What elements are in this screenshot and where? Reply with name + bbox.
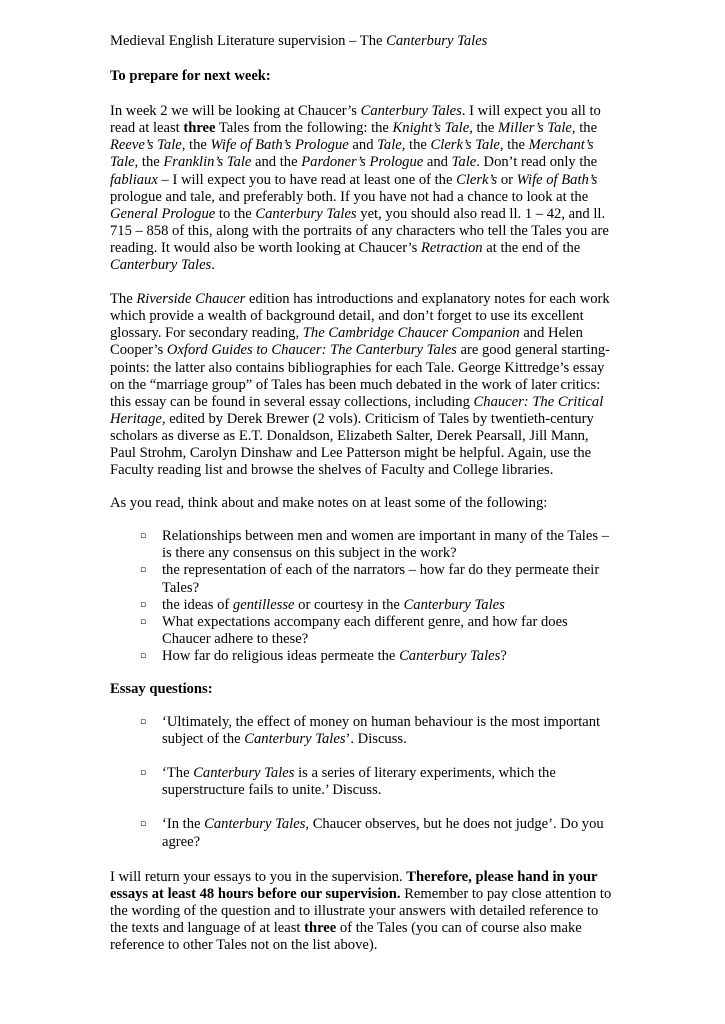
bullet-icon: ▫ <box>140 819 147 830</box>
notes-list <box>110 528 618 665</box>
prepare-heading: To prepare for next week: <box>110 68 271 85</box>
title-emphasis: Canterbury Tales <box>386 33 488 49</box>
list-item: ▫ ‘The Canterbury Tales is a series of literary experiments, which the superstructure fails to unite.’ Discuss. <box>140 765 556 799</box>
list-item: ▫ Relationships between men and women are important in many of the Tales – is there any consensus on this subject in the work? <box>140 528 609 562</box>
notes-intro: As you read, think about and make notes on at least some of the following: <box>110 495 548 512</box>
list-item: ▫ What expectations accompany each different genre, and how far does Chaucer adhere to these? <box>140 613 568 647</box>
list-item: ▫ the representation of each of the narrators – how far do they permeate their Tales? <box>140 562 600 596</box>
list-item: ▫ the ideas of gentillesse or courtesy in the Canterbury Tales <box>140 596 505 613</box>
document-page <box>110 33 618 954</box>
bullet-icon: ▫ <box>140 717 147 728</box>
bullet-icon: ▫ <box>140 650 147 661</box>
essay-heading: Essay questions: <box>110 681 213 697</box>
essay-list <box>110 714 618 851</box>
bullet-icon: ▫ <box>140 531 147 542</box>
list-item: ▫ ‘In the Canterbury Tales, Chaucer observes, but he does not judge’. Do you agree? <box>140 816 604 850</box>
bullet-icon: ▫ <box>140 565 147 576</box>
bullet-icon: ▫ <box>140 768 147 779</box>
reading-paragraph: The Riverside Chaucer edition has introductions and explanatory notes for each work which provide a wealth of background detail, and don’t forget to use its excellent glossary. For secondary reading, The Cambridge Chaucer Companion and Helen Cooper’s Oxford Guides to Chaucer: The Canterbury Tales are good general starting-points: the latter also contains bibliographies for each Tale. George Kittredge’s essay on the “marriage group” of Tales has been much debated in the work of later critics: this essay can be found in several essay collections, including Chaucer: The Critical Heritage, edited by Derek Brewer (2 vols). Criticism of Tales by twentieth-century scholars as diverse as E.T. Donaldson, Elizabeth Salter, Derek Pearsall, Jill Mann, Paul Strohm, Carolyn Dinshaw and Lee Patterson might be helpful. Again, use the Faculty reading list and browse the shelves of Faculty and College libraries. <box>110 291 611 479</box>
closing-paragraph: I will return your essays to you in the supervision. Therefore, please hand in your essays at least 48 hours before our supervision. Remember to pay close attention to the wording of the question and to illustrate your answers with detailed reference to the texts and language of at least three of the Tales (you can of course also make reference to other Tales not on the list above). <box>110 868 612 954</box>
bullet-icon: ▫ <box>140 599 147 610</box>
list-item: ▫ ‘Ultimately, the effect of money on human behaviour is the most important subject of the Canterbury Tales’. Discuss. <box>140 714 601 748</box>
list-item: ▫ How far do religious ideas permeate the Canterbury Tales? <box>140 647 507 664</box>
bullet-icon: ▫ <box>140 616 147 627</box>
intro-paragraph: In week 2 we will be looking at Chaucer’s Canterbury Tales. I will expect you all to read at least three Tales from the following: the Knight’s Tale, the Miller’s Tale, the Reeve’s Tale, the Wife of Bath’s Prologue and Tale, the Clerk’s Tale, the Merchant’s Tale, the Franklin’s Tale and the Pardoner’s Prologue and Tale. Don’t read only the fabliaux – I will expect you to have read at least one of the Clerk’s or Wife of Bath’s prologue and tale, and preferably both. If you have not had a chance to look at the General Prologue to the Canterbury Tales yet, you should also read ll. 1 – 42, and ll. 715 – 858 of this, along with the portraits of any characters who tell the Tales you are reading. It would also be worth looking at Chaucer’s Retraction at the end of the Canterbury Tales. <box>110 103 609 274</box>
document-title: Medieval English Literature supervision – The Canterbury Tales <box>110 33 488 49</box>
